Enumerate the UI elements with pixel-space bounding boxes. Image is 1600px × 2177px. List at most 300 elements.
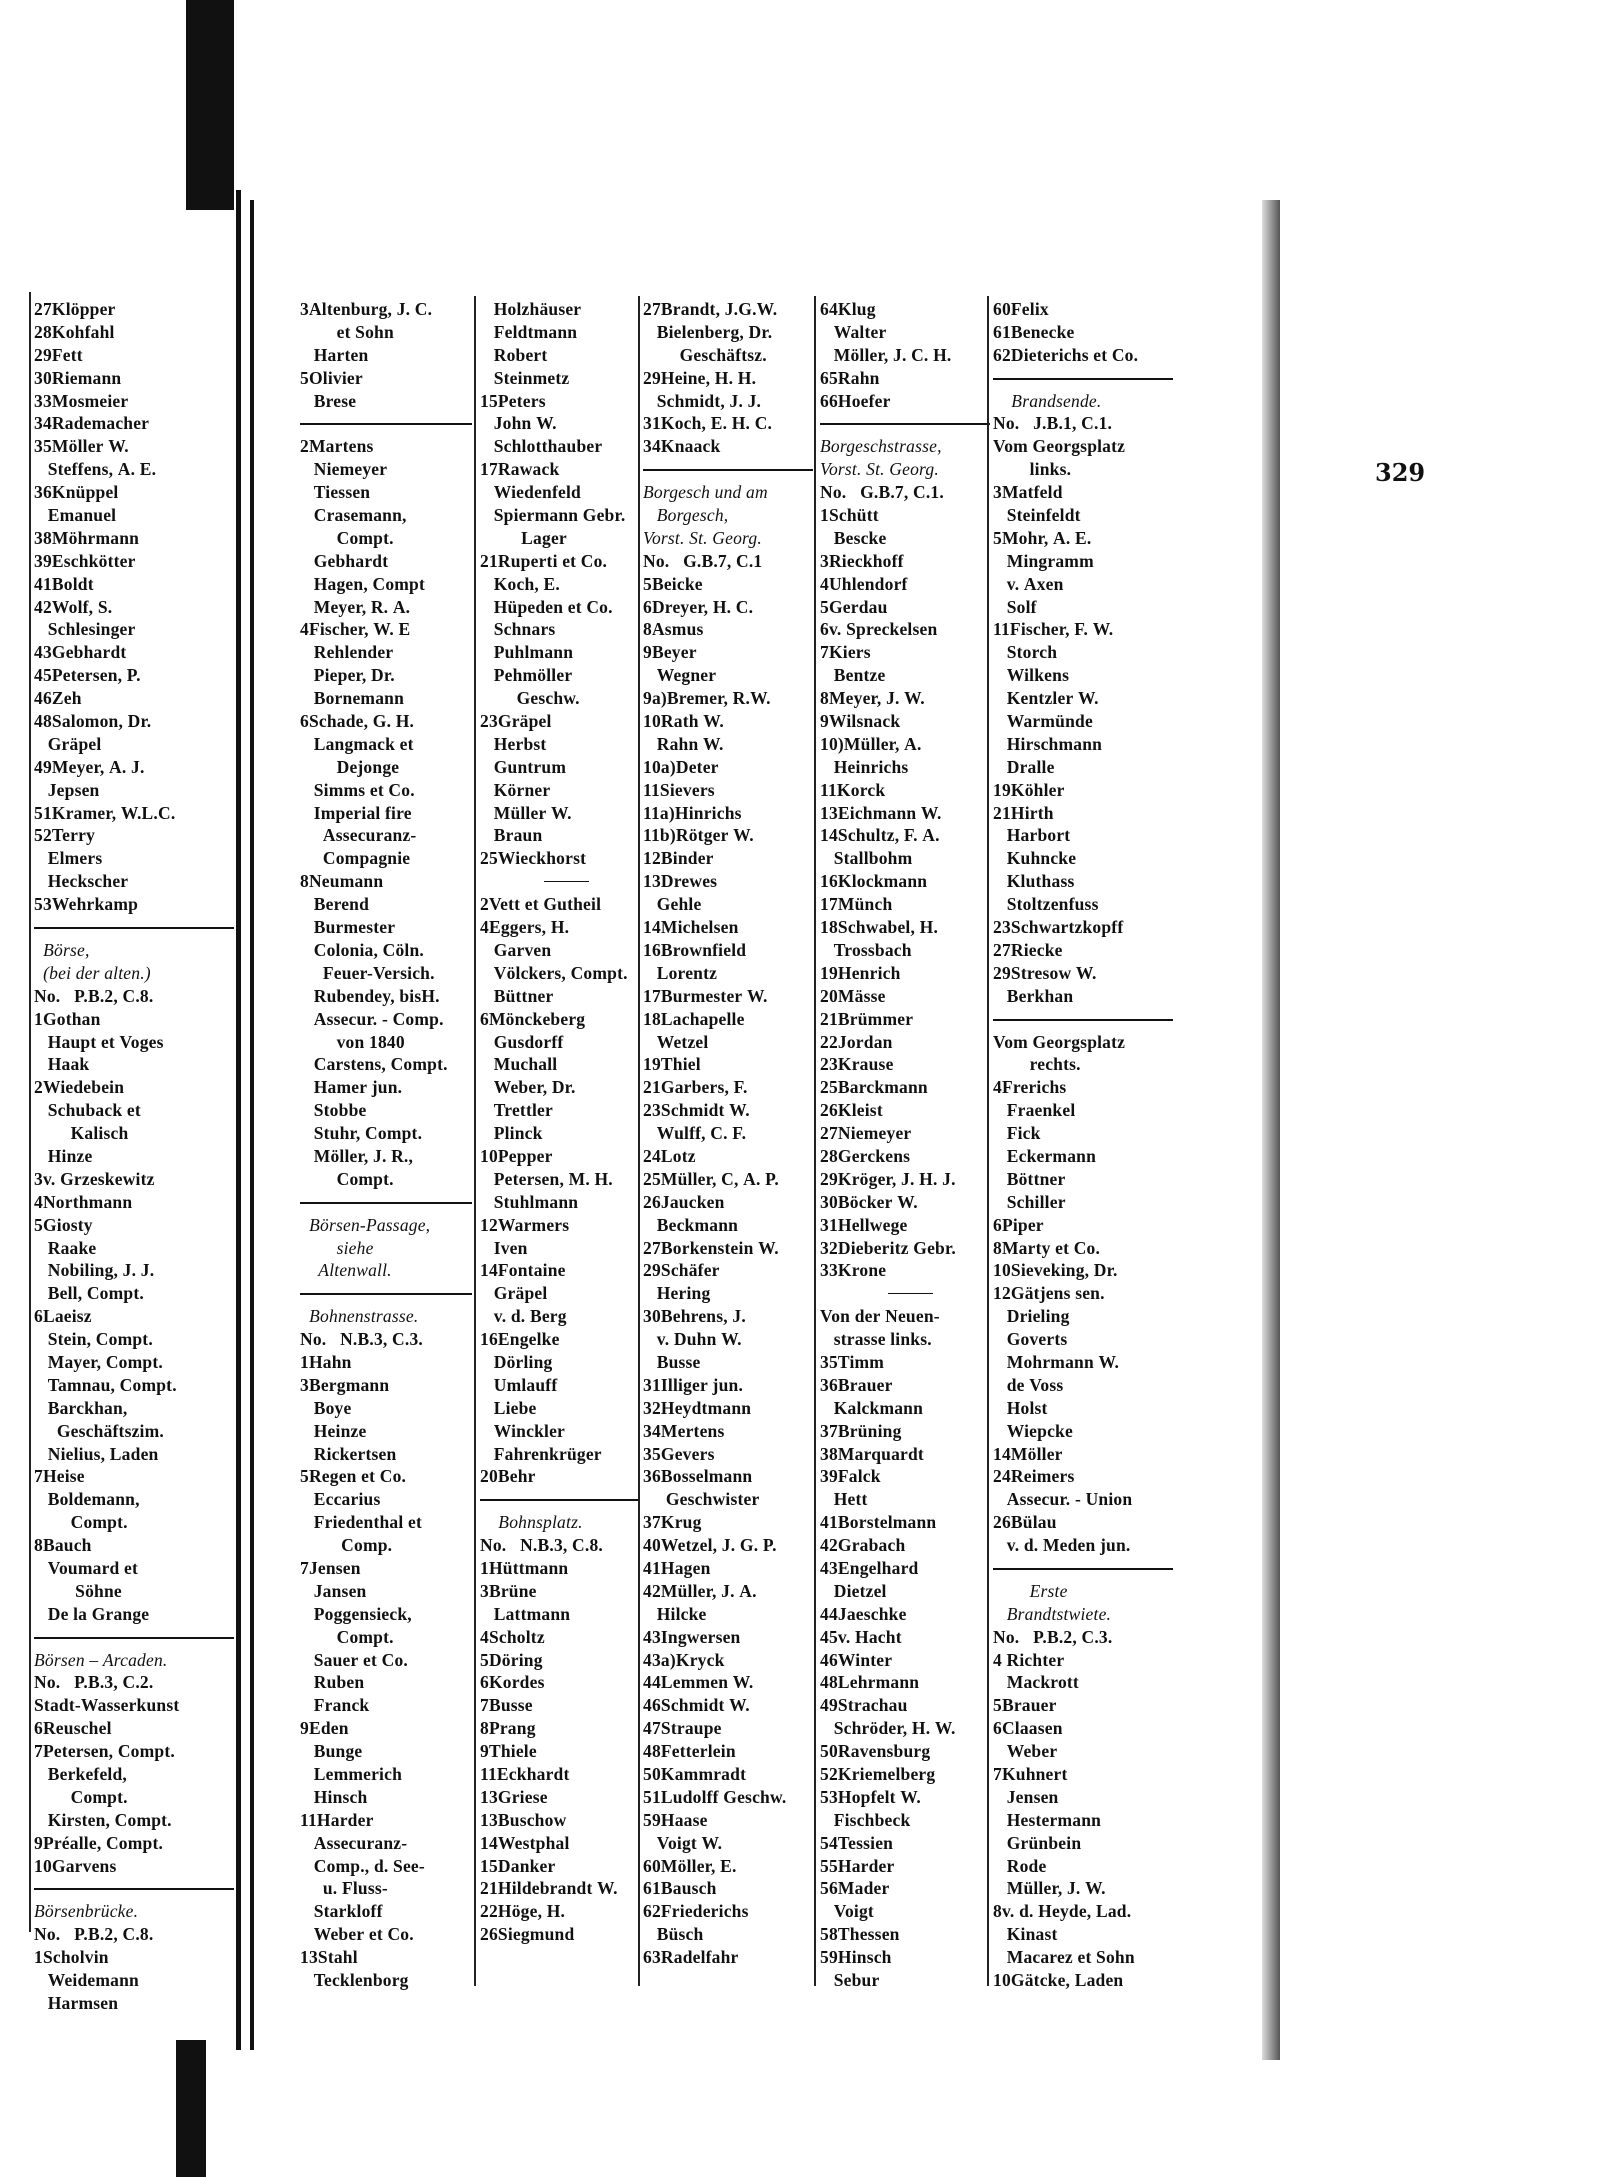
entry-line: 6Piper xyxy=(993,1214,1044,1235)
entry-line: Langmack et xyxy=(300,733,414,754)
entry-line: 23Gräpel xyxy=(480,711,552,732)
entry-line: Jensen xyxy=(993,1786,1059,1807)
entry-line: 9Eden xyxy=(300,1718,349,1739)
entry-line: Lorentz xyxy=(643,962,718,983)
entry-line: Borgesch und am xyxy=(643,482,768,503)
entry-line: 66Hoefer xyxy=(820,390,891,411)
entry-line: 51Ludolff Geschw. xyxy=(643,1786,787,1807)
entry-line: 11Sievers xyxy=(643,779,715,800)
entry-line: Schnars xyxy=(480,619,556,640)
entry-line: No. N.B.3, C.8. xyxy=(480,1535,603,1556)
entry-line: Mingramm xyxy=(993,550,1094,571)
entry-line: Steinfeldt xyxy=(993,505,1081,526)
entry-line: 25Barckmann xyxy=(820,1077,928,1098)
entry-line: Boye xyxy=(300,1397,352,1418)
entry-line: 3Altenburg, J. C. xyxy=(300,299,433,319)
entry-line: Brese xyxy=(300,390,357,411)
entry-line: Raake xyxy=(34,1237,97,1258)
entry-line: Pehmöller xyxy=(480,665,573,686)
entry-line: Feldtmann xyxy=(480,321,578,342)
entry-line: Drieling xyxy=(993,1306,1070,1327)
entry-line: Hering xyxy=(643,1283,711,1304)
left-page xyxy=(0,180,238,2050)
entry-line: Mohrmann W. xyxy=(993,1351,1120,1372)
column-rule xyxy=(814,296,816,1986)
entry-line: 7Jensen xyxy=(300,1557,361,1578)
entry-line: 59Haase xyxy=(643,1809,708,1830)
entry-line: Wiepcke xyxy=(993,1420,1073,1441)
entry-line: Niemeyer xyxy=(300,459,388,480)
entry-line: Comp., d. See- xyxy=(300,1855,425,1876)
section-rule xyxy=(820,412,990,435)
entry-line: 13Buschow xyxy=(480,1809,567,1830)
entry-line: Mayer, Compt. xyxy=(34,1351,163,1372)
entry-line: Gebhardt xyxy=(300,550,389,571)
entry-line: 37Krug xyxy=(643,1512,702,1533)
entry-line: 7Kuhnert xyxy=(993,1764,1068,1784)
entry-line: 38Möhrmann xyxy=(34,527,140,548)
entry-line: Geschäftsz. xyxy=(643,344,767,365)
entry-line: 53Wehrkamp xyxy=(34,894,139,915)
entry-line: 43Engelhard xyxy=(820,1557,919,1578)
entry-line: No. P.B.3, C.2. xyxy=(34,1672,154,1693)
entry-line: 26Jaucken xyxy=(643,1191,725,1212)
entry-line: Stadt-Wasserkunst xyxy=(34,1695,180,1716)
entry-line: Weber, Dr. xyxy=(480,1077,576,1098)
entry-line: 9Préalle, Compt. xyxy=(34,1832,164,1853)
entry-line: Warmünde xyxy=(993,711,1093,732)
entry-line: 27Borkenstein W. xyxy=(643,1237,779,1258)
section-rule xyxy=(993,1557,1173,1580)
entry-line: Tiessen xyxy=(300,482,371,503)
entry-line: 9Wilsnack xyxy=(820,711,901,732)
entry-line: 8Asmus xyxy=(643,619,704,640)
column-1 xyxy=(300,298,472,1992)
entry-line: 25Wieckhorst xyxy=(480,848,587,869)
entry-line: Haak xyxy=(34,1054,90,1075)
entry-line: 33Krone xyxy=(820,1260,887,1281)
entry-line: 45v. Hacht xyxy=(820,1626,902,1647)
entry-line: Heinrichs xyxy=(820,756,909,777)
entry-line: 29Fett xyxy=(34,344,83,365)
entry-line: strasse links. xyxy=(820,1329,932,1350)
entry-line: 63Radelfahr xyxy=(643,1947,739,1968)
entry-line: Compt. xyxy=(300,527,394,548)
column-rule xyxy=(474,296,476,1986)
entry-line: 10Rath W. xyxy=(643,711,724,732)
entry-line: 7Heise xyxy=(34,1466,85,1487)
entry-line: Winckler xyxy=(480,1420,566,1441)
entry-line: Eckermann xyxy=(993,1145,1097,1166)
entry-line: Kirsten, Compt. xyxy=(34,1809,172,1830)
entry-line: Bohnsplatz. xyxy=(480,1512,583,1533)
entry-line: Spiermann Gebr. xyxy=(480,505,626,526)
entry-line: 59Hinsch xyxy=(820,1947,892,1968)
entry-line: Carstens, Compt. xyxy=(300,1054,448,1075)
entry-line: Müller, J. W. xyxy=(993,1878,1106,1899)
entry-line: 43Ingwersen xyxy=(643,1626,741,1647)
entry-line: 33Mosmeier xyxy=(34,390,129,411)
entry-line: Hagen, Compt xyxy=(300,573,426,594)
entry-line: 39Eschkötter xyxy=(34,550,136,571)
entry-line: 52Terry xyxy=(34,825,96,846)
entry-line: Lattmann xyxy=(480,1603,571,1624)
entry-line: Steffens, A. E. xyxy=(34,459,157,480)
entry-line: Kalckmann xyxy=(820,1397,924,1418)
entry-line: 5Döring xyxy=(480,1649,543,1670)
entry-line: Assecuranz- xyxy=(300,825,417,846)
entry-line: Herbst xyxy=(480,733,547,754)
entry-line: Dejonge xyxy=(300,756,400,777)
entry-line: Stallbohm xyxy=(820,848,913,869)
entry-line: 6Schade, G. H. xyxy=(300,711,415,732)
entry-line: 3Brüne xyxy=(480,1580,537,1601)
entry-line: 49Strachau xyxy=(820,1695,908,1716)
entry-line: 1Scholvin xyxy=(34,1947,109,1968)
entry-line: Hüpeden et Co. xyxy=(480,596,613,617)
entry-line: 14Michelsen xyxy=(643,917,739,938)
entry-line: Schlesinger xyxy=(34,619,136,640)
entry-line: 52Kriemelberg xyxy=(820,1764,936,1784)
entry-line: 12Warmers xyxy=(480,1214,570,1235)
entry-line: Körner xyxy=(480,779,551,800)
entry-line: Pieper, Dr. xyxy=(300,665,395,686)
entry-line: 44Lemmen W. xyxy=(643,1672,754,1693)
entry-line: Tamnau, Compt. xyxy=(34,1374,177,1395)
section-rule xyxy=(993,1008,1173,1031)
entry-line: 30Behrens, J. xyxy=(643,1306,746,1327)
entry-line: Hinsch xyxy=(300,1786,368,1807)
entry-line: 8Marty et Co. xyxy=(993,1237,1101,1258)
entry-line: Puhlmann xyxy=(480,642,574,663)
entry-line: Vom Georgsplatz xyxy=(993,1031,1126,1052)
entry-line: Borgeschstrasse, xyxy=(820,436,942,457)
column-rule xyxy=(29,292,31,1932)
entry-line: 42Wolf, S. xyxy=(34,596,113,617)
entry-line: 21Garbers, F. xyxy=(643,1077,748,1098)
entry-line: v. Axen xyxy=(993,573,1064,594)
entry-line: Kuhncke xyxy=(993,848,1077,869)
entry-line: 8Neumann xyxy=(300,871,384,892)
entry-line: 6Reuschel xyxy=(34,1718,112,1739)
entry-line: Hestermann xyxy=(993,1809,1102,1830)
entry-line: 47Straupe xyxy=(643,1718,722,1739)
entry-line: Börse, xyxy=(34,939,90,960)
entry-line: Storch xyxy=(993,642,1058,663)
entry-line: Voigt W. xyxy=(643,1832,723,1853)
entry-line: 36Brauer xyxy=(820,1374,893,1395)
entry-line: Voumard et xyxy=(34,1557,139,1578)
entry-line: 6Laeisz xyxy=(34,1306,92,1327)
entry-line: 34Rademacher xyxy=(34,413,150,434)
entry-line: Stobbe xyxy=(300,1100,367,1121)
entry-line: Meyer, R. A. xyxy=(300,596,411,617)
entry-line: 34Mertens xyxy=(643,1420,725,1441)
entry-line: 35Timm xyxy=(820,1351,885,1372)
binding-bottom xyxy=(176,2040,206,2177)
column-3 xyxy=(643,298,813,1969)
entry-line: 58Thessen xyxy=(820,1924,900,1945)
entry-line: 13Eichmann W. xyxy=(820,802,942,823)
entry-line: 28Kohfahl xyxy=(34,321,115,342)
entry-line: Iven xyxy=(480,1237,528,1258)
entry-line: Rode xyxy=(993,1855,1047,1876)
entry-line: Walter xyxy=(820,321,887,342)
entry-line: 11b)Rötger W. xyxy=(643,825,754,846)
entry-line: 6Mönckeberg xyxy=(480,1008,586,1029)
entry-line: 48Salomon, Dr. xyxy=(34,711,152,732)
entry-line: 18Schwabel, H. xyxy=(820,917,939,938)
entry-line: Völckers, Compt. xyxy=(480,962,628,983)
section-rule xyxy=(643,458,813,481)
entry-line: Nielius, Laden xyxy=(34,1443,159,1464)
entry-line: rechts. xyxy=(993,1054,1081,1075)
entry-line: Müller W. xyxy=(480,802,572,823)
entry-line: 4Eggers, H. xyxy=(480,917,570,938)
entry-line: 11Fischer, F. W. xyxy=(993,619,1114,640)
entry-line: 62Friederichs xyxy=(643,1901,749,1922)
entry-line: Jansen xyxy=(300,1580,367,1601)
entry-line: 18Lachapelle xyxy=(643,1008,745,1029)
entry-line: Kinast xyxy=(993,1924,1058,1945)
entry-line: Börsen – Arcaden. xyxy=(34,1649,168,1670)
entry-line: 9Beyer xyxy=(643,642,697,663)
entry-line: 41Boldt xyxy=(34,573,94,594)
entry-line: 14Westphal xyxy=(480,1832,570,1853)
entry-line: 19Henrich xyxy=(820,962,901,983)
entry-line: 9Thiele xyxy=(480,1741,537,1762)
entry-line: 46Zeh xyxy=(34,688,82,709)
entry-line: Wegner xyxy=(643,665,717,686)
entry-line: 23Schwartzkopff xyxy=(993,917,1124,938)
entry-line: Compagnie xyxy=(300,848,411,869)
entry-line: Stoltzenfuss xyxy=(993,894,1099,915)
entry-line: Rubendey, bisH. xyxy=(300,985,440,1006)
entry-line: Söhne xyxy=(34,1580,122,1601)
entry-line: Hirschmann xyxy=(993,733,1103,754)
entry-line: 32Heydtmann xyxy=(643,1397,752,1418)
entry-line: 41Borstelmann xyxy=(820,1512,937,1533)
entry-line: Büsch xyxy=(643,1924,704,1945)
entry-line: Busse xyxy=(643,1351,701,1372)
entry-line: 56Mader xyxy=(820,1878,890,1899)
entry-line: 3Rieckhoff xyxy=(820,550,904,571)
entry-line: 7Petersen, Compt. xyxy=(34,1741,175,1762)
entry-line: 32Dieberitz Gebr. xyxy=(820,1237,956,1258)
entry-line: No. P.B.2, C.8. xyxy=(34,985,154,1006)
entry-line: 26Siegmund xyxy=(480,1924,575,1945)
section-rule xyxy=(34,1626,234,1649)
entry-line: Eccarius xyxy=(300,1489,381,1510)
entry-line: Gräpel xyxy=(480,1283,548,1304)
entry-line: 17Burmester W. xyxy=(643,985,768,1006)
entry-line: 3Bergmann xyxy=(300,1374,390,1395)
entry-line: 5Olivier xyxy=(300,367,363,388)
entry-line: Compt. xyxy=(300,1626,394,1647)
entry-line: 3v. Grzeskewitz xyxy=(34,1168,155,1189)
entry-line: Fischbeck xyxy=(820,1809,911,1830)
entry-line: Koch, E. xyxy=(480,573,560,594)
entry-line: 4 Richter xyxy=(993,1649,1065,1670)
entry-line: 1Hüttmann xyxy=(480,1557,569,1578)
column-2 xyxy=(480,298,640,1946)
entry-line: 50Ravensburg xyxy=(820,1741,931,1762)
entry-line: 3Matfeld xyxy=(993,482,1063,503)
entry-line: 6Dreyer, H. C. xyxy=(643,596,754,617)
entry-line: 37Brüning xyxy=(820,1420,902,1441)
entry-line: Lager xyxy=(480,527,567,548)
entry-line: Wilkens xyxy=(993,665,1070,686)
entry-line: Garven xyxy=(480,939,552,960)
entry-line: Harbort xyxy=(993,825,1071,846)
entry-line: 17Rawack xyxy=(480,459,560,480)
entry-line: John W. xyxy=(480,413,557,434)
entry-line: Emanuel xyxy=(34,505,117,526)
entry-line: No. J.B.1, C.1. xyxy=(993,413,1113,434)
entry-line: 26Bülau xyxy=(993,1512,1057,1533)
entry-line: 42Müller, J. A. xyxy=(643,1580,757,1601)
entry-line: Fick xyxy=(993,1123,1041,1144)
entry-line: 20Behr xyxy=(480,1466,536,1487)
entry-line: Geschw. xyxy=(480,688,580,709)
entry-line: 8Meyer, J. W. xyxy=(820,688,925,709)
entry-line: Compt. xyxy=(34,1512,128,1533)
entry-line: et Sohn xyxy=(300,321,394,342)
entry-line: Vom Georgsplatz xyxy=(993,436,1126,457)
entry-line: Weber et Co. xyxy=(300,1924,414,1945)
entry-line: Vorst. St. Georg. xyxy=(820,459,939,480)
entry-line: Berkefeld, xyxy=(34,1764,127,1784)
entry-line: 14Fontaine xyxy=(480,1260,566,1281)
entry-line: Liebe xyxy=(480,1397,537,1418)
entry-line: Mackrott xyxy=(993,1672,1079,1693)
entry-line: Brandtstwiete. xyxy=(993,1603,1112,1624)
entry-line: 29Kröger, J. H. J. xyxy=(820,1168,956,1189)
entry-line: 26Kleist xyxy=(820,1100,883,1121)
entry-line: v. Duhn W. xyxy=(643,1329,742,1350)
entry-line: Dörling xyxy=(480,1351,553,1372)
entry-line: 15Danker xyxy=(480,1855,556,1876)
entry-line: Bescke xyxy=(820,527,887,548)
entry-line: 13Stahl xyxy=(300,1947,358,1968)
entry-line: 4Frerichs xyxy=(993,1077,1067,1098)
entry-line: Trossbach xyxy=(820,939,912,960)
entry-line: Colonia, Cöln. xyxy=(300,939,424,960)
entry-line: Nobiling, J. J. xyxy=(34,1260,155,1281)
entry-line: 8v. d. Heyde, Lad. xyxy=(993,1901,1132,1922)
entry-line: Bunge xyxy=(300,1741,363,1762)
entry-line: Hett xyxy=(820,1489,868,1510)
entry-line: Schuback et xyxy=(34,1100,141,1121)
entry-line: 6v. Spreckelsen xyxy=(820,619,938,640)
entry-line: 30Riemann xyxy=(34,367,122,388)
entry-line: u. Fluss- xyxy=(300,1878,388,1899)
entry-line: Dietzel xyxy=(820,1580,887,1601)
entry-line: de Voss xyxy=(993,1374,1064,1395)
entry-line: 22Höge, H. xyxy=(480,1901,566,1922)
entry-line: Dralle xyxy=(993,756,1055,777)
entry-line: Gehle xyxy=(643,894,702,915)
entry-line: Plinck xyxy=(480,1123,543,1144)
entry-line: 1Hahn xyxy=(300,1351,352,1372)
entry-line: 11a)Hinrichs xyxy=(643,802,742,823)
entry-line: 16Engelke xyxy=(480,1329,560,1350)
section-rule xyxy=(480,1488,640,1511)
entry-line: Crasemann, xyxy=(300,505,407,526)
entry-line: 50Kammradt xyxy=(643,1764,747,1784)
entry-line: Solf xyxy=(993,596,1037,617)
entry-line: Assecur. - Union xyxy=(993,1489,1133,1510)
entry-line: Poggensieck, xyxy=(300,1603,412,1624)
entry-line: No. P.B.2, C.3. xyxy=(993,1626,1113,1647)
entry-line: Schmidt, J. J. xyxy=(643,390,762,411)
entry-line: 16Brownfield xyxy=(643,939,747,960)
entry-line: Vorst. St. Georg. xyxy=(643,527,762,548)
entry-line: 4Fischer, W. E xyxy=(300,619,411,640)
entry-line: 31Hellwege xyxy=(820,1214,908,1235)
entry-line: 12Binder xyxy=(643,848,714,869)
entry-line: Friedenthal et xyxy=(300,1512,422,1533)
entry-line: 1Schütt xyxy=(820,505,879,526)
entry-line: 21Brümmer xyxy=(820,1008,914,1029)
entry-line: Macarez et Sohn xyxy=(993,1947,1135,1968)
entry-line: Beckmann xyxy=(643,1214,739,1235)
entry-line: 2Vett et Gutheil xyxy=(480,894,602,915)
entry-line: 5Brauer xyxy=(993,1695,1057,1716)
entry-line: Braun xyxy=(480,825,543,846)
entry-line: 65Rahn xyxy=(820,367,880,388)
entry-line: Fraenkel xyxy=(993,1100,1076,1121)
entry-line: 27Brandt, J.G.W. xyxy=(643,299,778,319)
entry-line: Heckscher xyxy=(34,871,129,892)
entry-line: 42Grabach xyxy=(820,1535,906,1556)
entry-line: Hilcke xyxy=(643,1603,707,1624)
entry-line: 60Möller, E. xyxy=(643,1855,737,1876)
entry-line: 6Kordes xyxy=(480,1672,545,1693)
short-rule xyxy=(480,870,640,893)
entry-line: 5Mohr, A. E. xyxy=(993,527,1092,548)
entry-line: 51Kramer, W.L.C. xyxy=(34,802,176,823)
entry-line: Haupt et Voges xyxy=(34,1031,164,1052)
entry-line: Erste xyxy=(993,1580,1068,1601)
entry-line: 9a)Bremer, R.W. xyxy=(643,688,771,709)
entry-line: 4Uhlendorf xyxy=(820,573,908,594)
entry-line: 13Griese xyxy=(480,1786,548,1807)
entry-line: 48Fetterlein xyxy=(643,1741,736,1762)
page-number: 329 xyxy=(1375,458,1426,487)
entry-line: Schlotthauber xyxy=(480,436,603,457)
entry-line: 6Claasen xyxy=(993,1718,1063,1739)
entry-line: No. P.B.2, C.8. xyxy=(34,1924,154,1945)
entry-line: Hinze xyxy=(34,1145,93,1166)
section-rule xyxy=(300,1191,472,1214)
entry-line: Von der Neuen- xyxy=(820,1306,940,1327)
entry-line: 4Northmann xyxy=(34,1191,133,1212)
section-rule xyxy=(34,1877,234,1900)
entry-line: 8Prang xyxy=(480,1718,536,1739)
entry-line: 23Krause xyxy=(820,1054,894,1075)
entry-line: Brandsende. xyxy=(993,390,1102,411)
column-rule xyxy=(638,296,640,1986)
entry-line: 7Kiers xyxy=(820,642,871,663)
entry-line: 25Müller, C, A. P. xyxy=(643,1168,779,1189)
entry-line: Weidemann xyxy=(34,1970,139,1991)
entry-line: 39Falck xyxy=(820,1466,881,1487)
entry-line: Assecuranz- xyxy=(300,1832,408,1853)
entry-line: 27Niemeyer xyxy=(820,1123,912,1144)
entry-line: Wetzel xyxy=(643,1031,709,1052)
entry-line: 8Bauch xyxy=(34,1535,92,1556)
